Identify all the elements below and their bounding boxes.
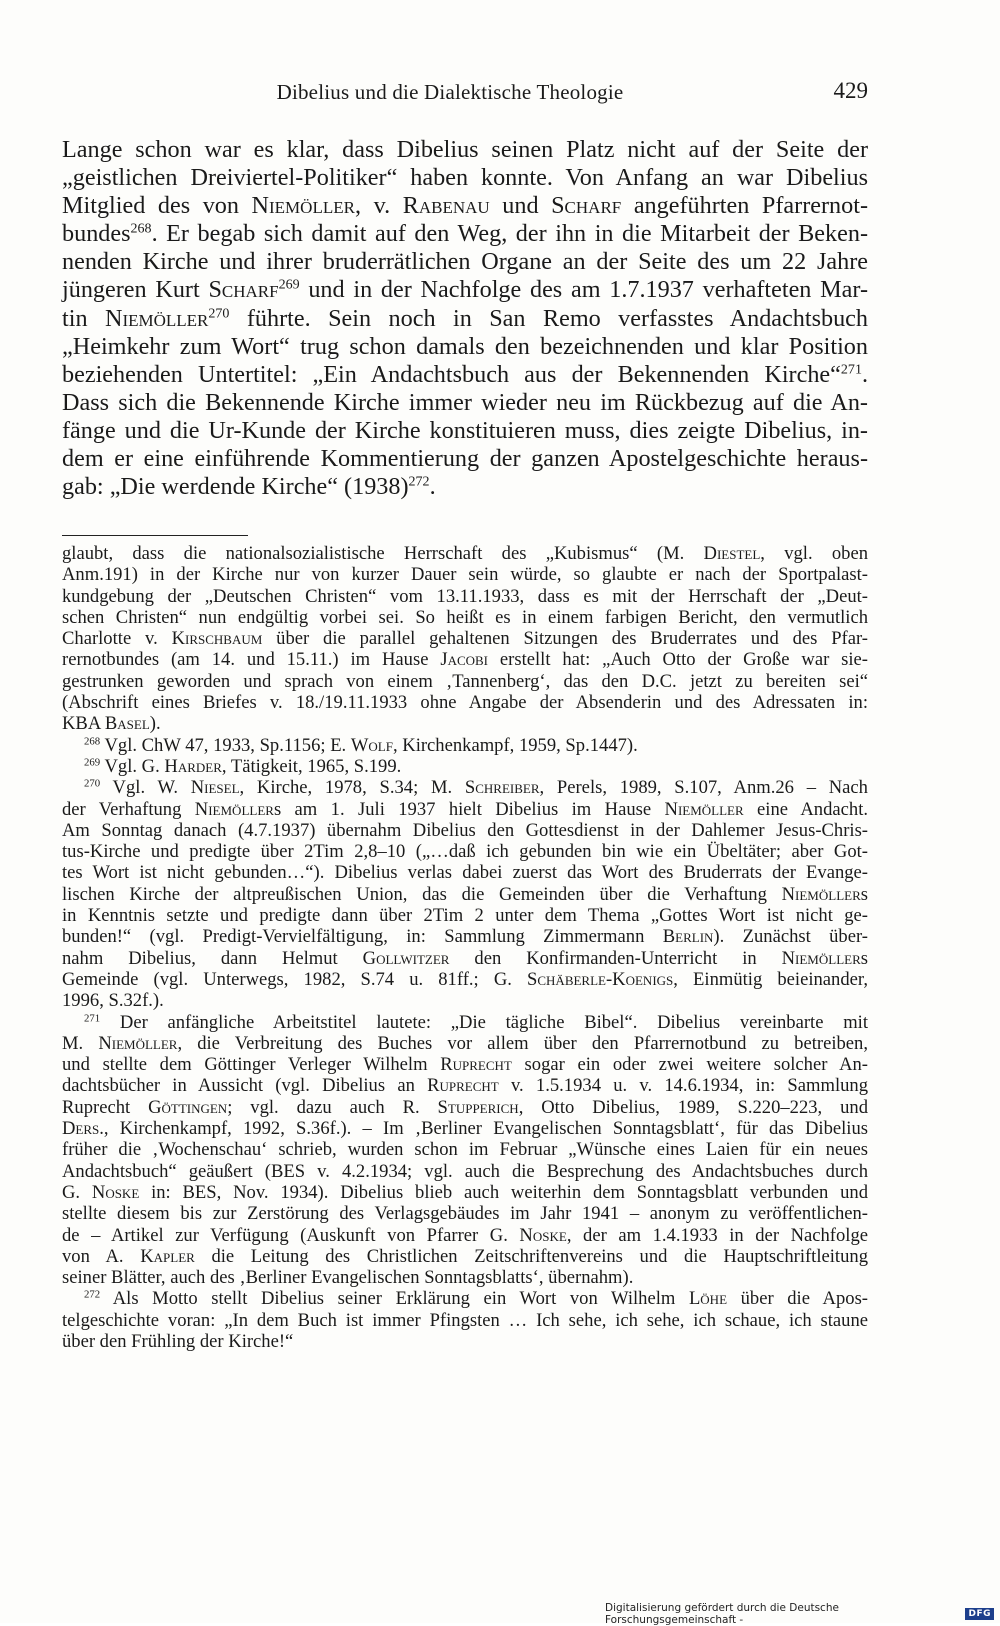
author-name: Berlin (662, 926, 714, 948)
text-line (62, 445, 868, 473)
text-run: jüngeren Kurt (62, 276, 209, 304)
text-run: gab: „Die werdende Kirche“ (1938) (62, 473, 409, 501)
author-name: Noske (519, 1224, 567, 1246)
text-run: fänge und die Ur-Kunde der Kirche konstituieren muss, dies zeigte Dibelius, in- (62, 416, 868, 444)
author-name: Kapler (140, 1245, 195, 1267)
text-run: rernotbundes (am 14. und 15.11.) im Hause (62, 649, 441, 671)
author-name: Noske (91, 1181, 140, 1203)
text-line (62, 905, 868, 926)
text-run: gestrunken geworden und sprach von einem ‚Tannenberg‘, das den D.C. jetzt zu bereiten sei“ (62, 670, 868, 692)
text-run: , Kirchenkampf, 1959, Sp.1447). (392, 734, 638, 756)
text-run: Gemeinde (vgl. Unterwegs, 1982, S.74 u. 81ff.; G. (62, 968, 528, 990)
text-line (62, 220, 868, 248)
text-line (62, 820, 868, 841)
text-line (62, 862, 868, 883)
text-line (62, 1054, 868, 1075)
author-name: Diestel (703, 543, 761, 564)
text-run: erstellt hat: „Auch Otto der Große war sie- (488, 649, 869, 671)
text-run: , Tätigkeit, 1965, S.199. (221, 755, 402, 777)
text-run: Ruprecht (62, 1096, 149, 1118)
author-name: Niemöller (98, 1032, 178, 1054)
text-run: dem er eine einführende Kommentierung der ganzen Apostelgeschichte heraus- (62, 445, 868, 473)
text-run: und (489, 192, 552, 220)
footnote-marker: 272 (84, 1288, 101, 1301)
text-run: tin (62, 304, 105, 332)
footnote-separator (62, 535, 248, 536)
text-line (62, 1288, 868, 1309)
text-run: den Konfirmanden-Unterricht in (449, 947, 782, 969)
text-run: , die Verbreitung des Buches vor allem über den Pfarrernotbund zu betreiben, (177, 1032, 868, 1054)
author-name: Niemöller (664, 798, 744, 820)
author-name: Gollwitzer (362, 947, 450, 969)
text-line (62, 564, 868, 585)
text-line (62, 1267, 868, 1288)
text-run: Mitglied des von (62, 192, 252, 220)
text-run: , vgl. oben (760, 543, 868, 564)
text-line (62, 1012, 868, 1033)
text-run: die Leitung des Christlichen Zeitschriftenvereins und die Hauptschriftleitung (194, 1245, 868, 1267)
author-name: Ruprecht (427, 1075, 499, 1097)
text-run: , Perels, 1989, S.107, Anm.26 – Nach (539, 777, 868, 799)
page-number: 429 (833, 78, 868, 103)
text-run: in: BES, Nov. 1934). Dibelius blieb auch weiterhin dem Sonntagsblatt verbunden und (139, 1181, 868, 1203)
text-run: ; vgl. dazu auch R. (227, 1096, 438, 1118)
text-line (62, 735, 868, 756)
author-name: Niemöller (781, 883, 861, 905)
text-run: , der am 1.4.1933 in der Nachfolge (566, 1224, 869, 1246)
text-line (62, 1161, 868, 1182)
text-run: schen Christen“ nun endgültig vorbei sei. So heißt es in einem farbigen Bericht, den vermutlich (62, 606, 868, 628)
text-run: , v. (354, 192, 403, 220)
text-line (62, 777, 868, 798)
digitization-credit (605, 1602, 1000, 1626)
text-run: nahm Dibelius, dann Helmut (62, 947, 363, 969)
text-run: sogar ein oder zwei weitere solcher An- (511, 1054, 868, 1076)
text-line (62, 361, 868, 389)
footnote-marker: 272 (408, 473, 430, 490)
text-run: Charlotte v. (62, 628, 172, 650)
text-run: s am 1. Juli 1937 hielt Dibelius im Hause (273, 798, 665, 820)
author-name: Wolf (350, 734, 393, 756)
author-name: Schäberle-Koenigs (527, 968, 674, 990)
footnote-marker: 271 (84, 1011, 101, 1024)
text-line (62, 1310, 868, 1331)
credit-text: Digitalisierung gefördert durch die Deutsche Forschungsgemeinschaft - (605, 1602, 839, 1626)
text-run: Vgl. W. (100, 777, 191, 799)
author-name: Rabenau (402, 192, 490, 220)
author-name: Göttingen (148, 1096, 228, 1118)
author-name: Ruprecht (440, 1054, 512, 1076)
text-line (62, 1225, 868, 1246)
text-line (62, 248, 868, 276)
main-body-text (62, 136, 868, 501)
text-line (62, 389, 868, 417)
author-name: Löhe (688, 1288, 728, 1310)
text-run: ). Zunächst über- (713, 926, 868, 948)
text-run: KBA (62, 713, 105, 735)
footnote-marker: 269 (278, 276, 300, 293)
text-line (62, 926, 868, 947)
author-name: Harder (164, 755, 222, 777)
text-run: telgeschichte voran: „In dem Buch ist immer Pfingsten … Ich sehe, ich sehe, ich schaue, ich staune (62, 1309, 868, 1331)
text-line (62, 713, 868, 734)
footnote-marker: 271 (840, 361, 862, 378)
text-line (62, 756, 868, 777)
text-line (62, 276, 868, 304)
text-run: früher die ‚Wochenschau‘ schrieb, wurden schon im Februar „Wünsche eines Laien für ein neues (62, 1139, 868, 1161)
text-line (62, 884, 868, 905)
text-run: . (429, 473, 436, 501)
text-run: dachtsbücher in Aussicht (vgl. Dibelius an (62, 1075, 428, 1097)
text-line (62, 1097, 868, 1118)
author-name: Scharf (208, 276, 279, 304)
text-line (62, 628, 868, 649)
text-line (62, 692, 868, 713)
text-line (62, 192, 868, 220)
author-name: Stupperich (437, 1096, 519, 1118)
author-name: Niemöller (194, 798, 274, 820)
text-line (62, 1118, 868, 1139)
author-name: Niemöller (781, 947, 861, 969)
text-line (62, 948, 868, 969)
text-line (62, 586, 868, 607)
text-line (62, 649, 868, 670)
text-run: Der anfängliche Arbeitstitel lautete: „Die tägliche Bibel“. Dibelius vereinbarte mit (100, 1011, 868, 1033)
text-run: v. 1.5.1934 u. v. 14.6.1934, in: Sammlung (498, 1075, 869, 1097)
dfg-logo: DFG (965, 1608, 994, 1620)
text-line (62, 1246, 868, 1267)
text-run: „Heimkehr zum Wort“ trug schon damals den bezeichnenden und klar Position (62, 332, 868, 360)
author-name: Ders. (62, 1118, 104, 1140)
text-run: tus-Kirche und predigte über 2Tim 2,8–10 („…daß ich gebunden bin wie ein Übeltäter; aber Got- (62, 841, 868, 863)
text-run: über die Apos- (727, 1288, 869, 1310)
text-run: bundes (62, 220, 131, 248)
footnote-marker: 268 (130, 220, 152, 237)
footnote-marker: 270 (208, 304, 230, 321)
author-name: Kirschbaum (171, 628, 263, 650)
text-run: . (861, 360, 868, 388)
text-run: Vgl. ChW 47, 1933, Sp.1156; E. (100, 734, 351, 756)
text-run: , Otto Dibelius, 1989, S.220–223, und (518, 1096, 868, 1118)
text-run: ). (149, 713, 161, 735)
text-run: führte. Sein noch in San Remo verfasstes Andachtsbuch (229, 304, 868, 332)
text-line (62, 1203, 868, 1224)
text-run: Dass sich die Bekennende Kirche immer wieder neu im Rückbezug auf die An- (62, 388, 868, 416)
text-run: nenden Kirche und ihrer bruderrätlichen Organe an der Seite des um 22 Jahre (62, 248, 868, 276)
text-run: glaubt, dass die nationalsozialistische Herrschaft des „Kubismus“ (M. (62, 543, 704, 564)
text-line (62, 543, 868, 564)
text-line (62, 1331, 868, 1352)
author-name: Niemöller (104, 304, 209, 332)
text-line (62, 990, 868, 1011)
text-run: (Abschrift eines Briefes v. 18./19.11.1933 ohne Angabe der Absenderin und des Adressaten in: (62, 692, 868, 714)
author-name: Jacobi (440, 649, 489, 671)
text-run: seiner Blätter, auch des ‚Berliner Evangelischen Sonntagsblatts‘, übernahm). (62, 1267, 634, 1289)
footnotes (62, 543, 868, 1352)
text-run: G. (62, 1181, 92, 1203)
footnote-marker: 270 (84, 777, 101, 790)
text-line (62, 1033, 868, 1054)
text-run: in Kenntnis setzte und predigte dann über 2Tim 2 unter dem Thema „Gottes Wort ist nicht ge- (62, 905, 868, 927)
text-line (62, 305, 868, 333)
text-run: Anm.191) in der Kirche nur von kurzer Dauer sein würde, so glaubte er nach der Sportpalast- (62, 564, 868, 586)
text-line (62, 607, 868, 628)
text-line (62, 1182, 868, 1203)
text-run: Als Motto stellt Dibelius seiner Erklärung ein Wort von Wilhelm (100, 1288, 689, 1310)
text-run: über die parallel gehaltenen Sitzungen des Bruderrates und des Pfar- (262, 628, 868, 650)
text-run: M. (62, 1032, 99, 1054)
text-line (62, 164, 868, 192)
text-run: , Einmütig beieinander, (673, 968, 868, 990)
text-run: lischen Kirche der altpreußischen Union, das die Gemeinden über die Verhaftung (62, 883, 782, 905)
text-run: Vgl. G. (100, 755, 165, 777)
text-run: der Verhaftung (62, 798, 195, 820)
text-run: „geistlichen Dreiviertel-Politiker“ haben konnte. Von Anfang an war Dibelius (62, 164, 868, 192)
text-run: beziehenden Untertitel: „Ein Andachtsbuch aus der Bekennenden Kirche“ (62, 360, 841, 388)
text-run: 1996, S.32f.). (62, 990, 164, 1012)
text-run: s (860, 883, 868, 905)
author-name: Schreiber (464, 777, 540, 799)
running-title: Dibelius und die Dialektische Theologie (276, 80, 624, 104)
text-run: Am Sonntag danach (4.7.1937) übernahm Dibelius den Gottesdienst in der Dahlemer Jesus-Chris- (62, 819, 868, 841)
text-run: stellte diesem bis zur Zerstörung des Verlagsgebäudes im Jahr 1941 – anonym zu veröffentlichen- (62, 1203, 868, 1225)
text-run: . Er begab sich damit auf den Weg, der ihn in die Mitarbeit der Beken- (151, 220, 868, 248)
text-run: , Kirchenkampf, 1992, S.36f.). – Im ‚Berliner Evangelischen Sonntagsblatt‘, für das Dibelius (103, 1118, 868, 1140)
text-run: eine Andacht. (743, 798, 869, 820)
author-name: Niesel (190, 777, 240, 799)
text-line (62, 473, 868, 501)
text-run: de – Artikel zur Verfügung (Auskunft von Pfarrer G. (62, 1224, 520, 1246)
text-run: tes Wort ist nicht gebunden…“). Dibelius verlas dabei zuerst das Wort des Bruderrats der Evange- (62, 862, 868, 884)
text-run: über den Frühling der Kirche!“ (62, 1330, 294, 1352)
footnote-marker: 269 (84, 756, 101, 769)
text-run: s (860, 947, 868, 969)
text-line (62, 136, 868, 164)
text-line (62, 841, 868, 862)
author-name: Basel (104, 713, 150, 735)
text-run: , Kirche, 1978, S.34; M. (239, 777, 465, 799)
text-line (62, 969, 868, 990)
text-line (62, 1139, 868, 1160)
text-line (62, 799, 868, 820)
author-name: Scharf (551, 192, 622, 220)
text-line (62, 1075, 868, 1096)
text-run: von A. (62, 1245, 141, 1267)
text-run: und stellte dem Göttinger Verleger Wilhelm (62, 1054, 441, 1076)
text-line (62, 333, 868, 361)
author-name: Niemöller (251, 192, 355, 220)
text-run: angeführten Pfarrernot- (621, 192, 868, 220)
text-run: und in der Nachfolge des am 1.7.1937 verhafteten Mar- (299, 276, 869, 304)
text-line (62, 671, 868, 692)
text-run: Andachtsbuch“ geäußert (BES v. 4.2.1934; vgl. auch die Besprechung des Andachtsbuches durch (62, 1160, 868, 1182)
text-run: kundgebung der „Deutschen Christen“ vom 13.11.1933, dass es mit der Herrschaft der „Deut- (62, 585, 868, 607)
text-line (62, 417, 868, 445)
text-run: bunden!“ (vgl. Predigt-Vervielfältigung, in: Sammlung Zimmermann (62, 926, 663, 948)
footnote-marker: 268 (84, 734, 101, 747)
text-run: Lange schon war es klar, dass Dibelius seinen Platz nicht auf der Seite der (62, 136, 868, 163)
